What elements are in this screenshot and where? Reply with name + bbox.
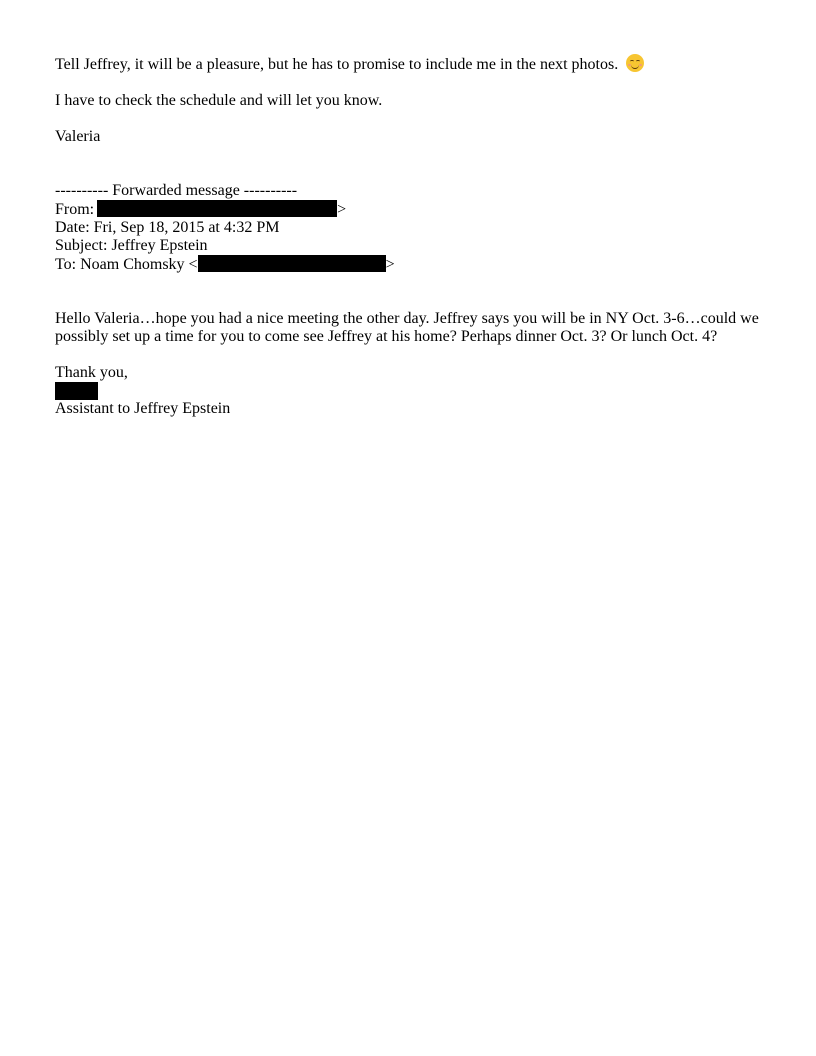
to-close-bracket: > bbox=[385, 256, 395, 273]
reply-line-1 bbox=[55, 54, 775, 74]
smiling-face-icon bbox=[626, 54, 644, 72]
reply-signature: Valeria bbox=[55, 128, 101, 145]
reply-text: Tell Jeffrey, it will be a pleasure, but he has to promise to include me in the next photos. bbox=[55, 56, 619, 73]
from-label: From: bbox=[55, 201, 95, 218]
redacted-block bbox=[198, 255, 386, 272]
sender-title: Assistant to Jeffrey Epstein bbox=[55, 400, 231, 417]
forward-separator: ---------- Forwarded message ---------- bbox=[55, 182, 298, 199]
body-closing: Thank you, bbox=[55, 364, 128, 381]
email-document bbox=[55, 54, 775, 418]
redacted-signature bbox=[55, 382, 98, 400]
forward-date: Date: Fri, Sep 18, 2015 at 4:32 PM bbox=[55, 219, 280, 236]
forward-from bbox=[55, 200, 775, 219]
forward-to bbox=[55, 255, 775, 274]
redacted-block bbox=[97, 200, 337, 217]
body-paragraph: Hello Valeria…hope you had a nice meeting the other day. Jeffrey says you will be in NY Oct. 3-6…could we possibly set up a time for you to come see Jeffrey at his home? Perhaps dinner Oct. 3? Or lunch Oct. 4? bbox=[55, 310, 759, 345]
forward-subject: Subject: Jeffrey Epstein bbox=[55, 237, 208, 254]
reply-line-2: I have to check the schedule and will let you know. bbox=[55, 92, 383, 109]
from-close-bracket: > bbox=[337, 201, 347, 218]
to-label: To: Noam Chomsky < bbox=[55, 256, 198, 273]
